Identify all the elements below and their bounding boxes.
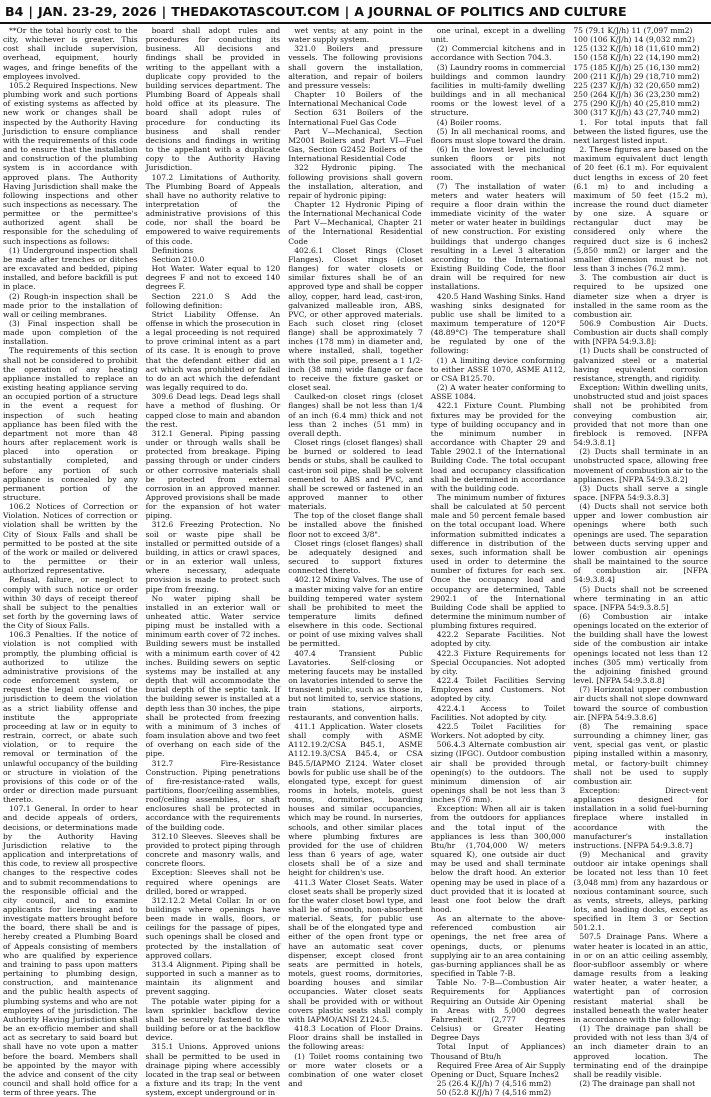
article-paragraph: 312.6 Freezing Protection. No soil or waste pipe shall be installed or permitted outside of a building, in attics or crawl spaces, or in an exterior wall unless, where necessary, adequate provision is made to protect such pipe from freezing. bbox=[145, 520, 281, 594]
article-paragraph: 418.3 Location of Floor Drains. Floor drains shall be installed in the following areas: bbox=[288, 1024, 423, 1052]
table-row: 250 (264 K/J/h) 36 (23,230 mm2) bbox=[573, 90, 700, 100]
article-paragraph: (2) A water heater conforming to ASSE 1084. bbox=[430, 383, 566, 402]
table-row: 225 (237 K/J/h) 32 (20,650 mm2) bbox=[573, 80, 700, 90]
article-paragraph: wet vents; at any point in the water supply system. bbox=[288, 26, 423, 45]
article-paragraph: The top of the closet flange shall be installed above the finished floor not to exceed 3/8". bbox=[288, 511, 423, 539]
masthead-separator: | bbox=[28, 3, 33, 19]
article-paragraph: 312.10 Sleeves. Sleeves shall be provided to protect piping through concrete and masonry walls, and concrete floors. bbox=[145, 831, 281, 869]
article-paragraph: (9) Mechanical and gravity outdoor air intake openings shall be located not less than 10 feet (3,048 mm) from any hazardous or noxious contaminant source, such as vents, streets, alleys, parking lots, and loading docks, except as specified in Item 3 or Section 501.2.1. bbox=[573, 850, 708, 933]
article-paragraph: 25 (26.4 K/J/h) 7 (4,516 mm2) bbox=[436, 1078, 552, 1088]
article-paragraph: Section 221.0 S Add the following definition: bbox=[145, 291, 281, 310]
article-paragraph: Total Input of Appliances) Thousand of Btu/h bbox=[430, 1042, 566, 1061]
article-paragraph: 422.2 Separate Facilities. Not adopted by city. bbox=[430, 630, 566, 649]
article-paragraph: 3. The combustion air duct is required to be upsized one diameter size when a dryer is installed in the same room as the combustion air. bbox=[573, 273, 708, 319]
article-paragraph: (1) Toilet rooms containing two or more water closets or a combination of one water closet and bbox=[288, 1051, 423, 1088]
article-paragraph: (3) Ducts shall serve a single space. [NFPA 54:9.3.8.3] bbox=[573, 483, 708, 502]
article-paragraph: The potable water piping for a lawn sprinkler backflow device shall be securely fastened to the building before or at the backflow device. bbox=[145, 996, 281, 1043]
article-paragraph: Closet rings (closet flanges) shall be adequately designed and secured to support fixtures connected thereto. bbox=[288, 538, 423, 576]
page-label: B4 bbox=[5, 3, 24, 19]
article-paragraph: (2) Rough-in inspection shall be made prior to the installation of wall or ceiling membranes. bbox=[3, 291, 138, 319]
article-paragraph: (6) In the lowest level including sunken floors or pits not associated with the mechanical room. bbox=[430, 145, 566, 182]
article-paragraph: 312.12.2 Metal Collar. In or on buildings where openings have been made in walls, floors, or ceilings for the passage of pipes, such openings shall be closed and protected by the installation of approved collars. bbox=[145, 895, 281, 960]
article-paragraph: Exception: When all air is taken from the outdoors for appliances and the total input of the appliances is less than 300,000 Btu/hr (1,704,000 W/ meters squared K), one outside air duct may be used and shall terminate below the draft hood. An exterior opening may be used in place of a duct provided that it is located at least one foot below the draft hood. bbox=[430, 804, 566, 914]
article-paragraph: Chapter 10 Boilers of the International Mechanical Code bbox=[288, 90, 423, 109]
article-paragraph: 506.9 Combustion Air Ducts. Combustion air ducts shall comply with [NFPA 54:9.3.8]: bbox=[573, 319, 708, 347]
table-row: 75 (79.1 K/J/h) 11 (7,097 mm2) bbox=[573, 26, 693, 35]
article-paragraph: Part V—Mechanical, Section M2001 Boilers and Part VI—Fuel Gas, Section G2452 Boilers of the International Residential Code bbox=[288, 126, 423, 164]
article-paragraph: 411.3 Water Closet Seats. Water closet seats shall be properly sized for the water closet bowl type, and shall be of smooth, non-absorbent material. Seats, for public use shall be of the elongated type and either of the open front type or have an automatic seat cover dispenser, except closed front seats are permitted in hotels, motels, guest rooms, dormitories, boarding houses and similar occupancies. Water closet seats shall be provided with or without covers plastic seats shall comply with IAPMO/ANSI Z124.5. bbox=[288, 877, 423, 1024]
article-paragraph: Section 210.0 bbox=[151, 254, 205, 264]
article-paragraph: 407.4 Transient Public Lavatories. Self-closing or metering faucets may be installed on lavatories intended to serve the transient public, such as those in, but not limited to, service stations, train stations, airports, restaurants, and convention halls. bbox=[288, 648, 423, 722]
article-paragraph: 312.7 Fire-Resistance Construction. Piping penetrations of fire-resistance-rated walls, partitions, floor/ceiling assemblies, roof/ceiling assemblies, or shaft enclosures shall be protected in accordance with the requirements of the building code. bbox=[145, 758, 281, 832]
column-3 bbox=[288, 26, 423, 1088]
article-paragraph: 312.1 General. Piping passing under or through walls shall be protected from breakage. Piping passing through or under cinders or other corrosive materials shall be protected from external corrosion in an approved manner. Approved provisions shall be made for the expansion of hot water piping. bbox=[145, 428, 281, 521]
article-paragraph: one urinal, except in a dwelling unit. bbox=[430, 26, 566, 45]
article-paragraph: No water piping shall be installed in an exterior wall or unheated attic. Water service piping must be installed with a minimum earth cover of 72 inches. Building sewers must be installed with a minimum earth cover of 42 inches. Building sewers on septic systems may be installed at any depth that will accommodate the burial depth of the septic tank. If the building sewer is installed at a depth less than 30 inches, the pipe shall be protected from freezing with a minimum of 3 inches of foam insulation above and two feet of overhang on each side of the pipe. bbox=[145, 593, 281, 759]
article-paragraph: Exception: Direct-vent appliances designed for installation in a solid fuel-burning fireplace where installed in accordance with the manufacturer's installation instructions. [NFPA 54:9.3.8.7] bbox=[573, 785, 708, 850]
article-paragraph: (1) Underground inspection shall be made after trenches or ditches are excavated and bedded, piping installed, and before backfill is put in place. bbox=[3, 245, 138, 292]
article-paragraph: As an alternate to the above-referenced combustion air openings, the net free area of openings, ducts, or plenums supplying air to an area containing gas-burning appliances shall be as specified in Table 7-B. bbox=[430, 914, 566, 979]
article-paragraph: 420.5 Hand Washing Sinks. Hand washing sinks designated for public use shall be limited to a maximum temperature of 120°F (48.89°C) The temperature shall be regulated by one of the following: bbox=[430, 291, 566, 356]
article-paragraph: 506.4.3 Alternate combustion air sizing (IFGC). Outdoor combustion air shall be provided through opening(s) to the outdoors. The minimum dimension of air openings shall be not less than 3 inches (76 mm). bbox=[430, 740, 566, 805]
article-paragraph: 322 Hydronic piping. The following provisions shall govern the installation, alteration, and repair of hydronic piping: bbox=[288, 163, 423, 200]
article-paragraph: 402.12 Mixing Valves. The use of a master mixing valve for an entire building tempered water system shall be prohibited to meet the temperature limits defined elsewhere in this code. Sectional or point of use mixing valves shall be permitted. bbox=[288, 575, 423, 649]
article-paragraph: 50 (52.8 K/J/h) 7 (4,516 mm2) bbox=[436, 1088, 552, 1097]
article-paragraph: 309.6 Dead legs. Dead legs shall have a method of flushing. Or capped close to main and abandon the rest. bbox=[145, 392, 281, 429]
article-paragraph: The minimum number of fixtures shall be calculated at 50 percent male and 50 percent female based on the total occupant load. Where information submitted indicates a difference in distribution of the sexes, such information shall be used in order to determine the number of fixtures for each sex. Once the occupancy load and occupancy are determined, Table 2902.1 of the International Building Code shall be applied to determine the minimum number of plumbing fixtures required. bbox=[430, 492, 566, 631]
article-paragraph: (7) Horizontal upper combustion air ducts shall not slope downward toward the source of combustion air. [NFPA 54:9.3.8.6] bbox=[573, 685, 708, 722]
article-paragraph: 105.2 Required Inspections. New plumbing work and such portions of existing systems as affected by new work or changes shall be inspected by the Authority Having Jurisdiction to ensure compliance with the requirements of this code and to ensure that the installation and construction of the plumbing system is in accordance with approved plans. The Authority Having Jurisdiction shall make the following inspections and other such inspections as necessary. The permittee or the permittee's authorized agent shall be responsible for the scheduling of such inspections as follows: bbox=[3, 80, 138, 246]
masthead bbox=[0, 0, 711, 24]
article-paragraph: 507.5 Drainage Pans. Where a water heater is located in an attic, in or on an attic ceiling assembly, floor-subfloor assembly or where damage results from a leaking water heater, a water heater, a watertight pan of corrosion resistant material shall be installed beneath the water heater in accordance with the following: bbox=[573, 932, 708, 1024]
article-paragraph: 2. These figures are based on the maximum equivalent duct length of 20 feet (6.1 m). For equivalent duct lengths in excess of 20 feet (6.1 m) to and including a maximum of 50 feet (15.2 m), increase the round duct diameter by one size. A square or rectangular duct may be considered only where the required duct size is 6 inches2 (5,850 mm2) or larger and the smaller dimension must be not less than 3 inches (76.2 mm). bbox=[573, 145, 708, 274]
article-paragraph: 106.2 Notices of Correction or Violation. Notices of correction or violation shall be written by the City of Sioux Falls and shall be permitted to be posted at the site of the work or mailed or delivered to the permittee or their authorized representative. bbox=[3, 502, 138, 576]
article-paragraph: 106.3 Penalties. If the notice of violation is not complied with promptly, the plumbing official is authorized to utilize the administrative provisions of the code enforcement system, or request the legal counsel of the jurisdiction to deem the violation as a strict liability offense and institute the appropriate proceeding at law or in equity to restrain, correct, or abate such violation, or to require the removal or termination of the unlawful occupancy of the building or structure in violation of the provisions of this code or of the order or direction made pursuant thereto. bbox=[3, 630, 138, 805]
article-paragraph: Definitions bbox=[151, 245, 194, 255]
article-paragraph: 313.4 Alignment. Piping shall be supported in such a manner as to maintain its alignment and prevent sagging. bbox=[145, 959, 281, 997]
article-paragraph: 422.5 Toilet Facilities for Workers. Not adopted by city. bbox=[430, 721, 566, 741]
article-paragraph: (5) Ducts shall not be screened where terminating in an attic space. [NFPA 54:9.3.8.5] bbox=[573, 584, 708, 612]
article-paragraph: Chapter 12 Hydronic Piping of the International Mechanical Code bbox=[288, 199, 423, 219]
article-paragraph: (4) Boiler rooms. bbox=[436, 117, 502, 127]
table-row: 175 (185 K/J/h) 25 (16,130 mm2) bbox=[573, 62, 700, 72]
issue-date: JAN. 23-29, 2026 bbox=[37, 3, 157, 19]
article-paragraph: Strict Liability Offense. An offense in which the prosecution in a legal proceeding is not required to prove criminal intent as a part of its case. It is enough to prove that the defendant either did an act which was prohibited or failed to do an act which the defendant was legally required to do. bbox=[145, 309, 281, 393]
column-1 bbox=[3, 26, 138, 1097]
article-paragraph: 422.4.1 Access to Toilet Facilities. Not adopted by city. bbox=[430, 703, 566, 722]
article-columns bbox=[3, 26, 708, 1097]
table-row: 300 (317 K/J/h) 43 (27,740 mm2) bbox=[573, 108, 700, 118]
article-paragraph: (5) In all mechanical rooms, and floors must slope toward the drain. bbox=[430, 126, 566, 145]
site-name: THEDAKOTASCOUT.COM bbox=[171, 3, 340, 19]
article-paragraph: Exception: Sleeves shall not be required where openings are drilled, bored or wrapped. bbox=[145, 868, 281, 896]
article-paragraph: Exception: Within dwelling units, unobstructed stud and joist spaces shall not be prohibited from conveying combustion air, provided that not more than one fireblock is removed. [NFPA 54:9.3.8.1] bbox=[573, 383, 708, 448]
table-row: 100 (106 K/J/h) 14 (9,032 mm2) bbox=[573, 35, 695, 45]
article-paragraph: (2) Ducts shall terminate in an unobstructed space, allowing free movement of combustion air to the appliances. [NFPA 54:9.3.8.2] bbox=[573, 447, 708, 484]
article-paragraph: 411.1 Application. Water closets shall comply with ASME A112.19.2/CSA B45.1, ASME A112.19.3/CSA B45.4, or CSA B45.5/IAPMO Z124. Water closet bowls for public use shall be of the elongated type, except for guest rooms in hotels, motels, guest rooms, dormitories, boarding houses and similar occupancies, which may be round. In nurseries, schools, and other similar places where plumbing fixtures are provided for the use of children less than 6 years of age, water closets shall be of a size and height for children's use. bbox=[288, 721, 423, 878]
article-paragraph: 422.4 Toilet Facilities Serving Employees and Customers. Not adopted by city. bbox=[430, 676, 566, 704]
article-paragraph: Caulked-on closet rings (closet flanges) shall be not less than 1/4 of an inch (6.4 mm) thick and not less than 2 inches (51 mm) in overall depth. bbox=[288, 392, 423, 438]
article-paragraph: 107.1 General. In order to hear and decide appeals of orders, decisions, or determinations made by the Authority Having Jurisdiction relative to the application and interpretations of this code, to review all prospective changes to the respective codes and to submit recommendations to the responsible official and the city council, and to examine applicants for licensing and to investigate matters brought before the board, there shall be and is hereby created a Plumbing Board of Appeals consisting of members who are qualified by experience and training to pass upon matters pertaining to plumbing design, construction, and maintenance and the public health aspects of plumbing systems and who are not employees of the jurisdiction. The Authority Having Jurisdiction shall be an ex-officio member and shall act as secretary to said board but shall have no vote upon a matter before the board. Members shall be appointed by the mayor with the advice and consent of the city council and shall hold office for a term of three years. The bbox=[3, 804, 138, 1097]
article-paragraph: 315.1 Unions. Approved unions shall be permitted to be used in drainage piping where accessibly located in the trap seal or between a fixture and its trap; In the vent system, except underground or in bbox=[145, 1042, 281, 1097]
column-4 bbox=[430, 26, 566, 1097]
article-paragraph: 321.0 Boilers and pressure vessels. The following provisions shall govern the installation, alteration, and repair of boilers and pressure vessels: bbox=[288, 44, 423, 90]
column-5 bbox=[573, 26, 708, 1088]
article-paragraph: 422.3 Fixture Requirements for Special Occupancies. Not adopted by city. bbox=[430, 648, 566, 676]
table-row: 200 (211 K/J/h) 29 (18,710 mm2) bbox=[573, 71, 700, 81]
article-paragraph: 107.2 Limitations of Authority. The Plumbing Board of Appeals shall have no authority relative to interpretation of the administrative provisions of this code, nor shall the board be empowered to waive requirements of this code. bbox=[145, 172, 281, 246]
masthead-separator: | bbox=[161, 3, 167, 19]
tagline: A JOURNAL OF POLITICS AND CULTURE bbox=[354, 3, 627, 19]
article-paragraph: (3) Laundry rooms in commercial buildings and common laundry facilities in multi-family dwelling buildings and in all mechanical rooms or the lowest level of a structure. bbox=[430, 62, 566, 118]
article-paragraph: 402.6.1 Closet Rings (Closet Flanges). Closet rings (closet flanges) for water closets or similar fixtures shall be of an approved type and shall be copper alloy, copper, hard lead, cast-iron, galvanized malleable iron, ABS, PVC, or other approved materials. Each such closet ring (closet flange) shall be approximately 7 inches (178 mm) in diameter and, where installed, shall, together with the soil pipe, present a 1 1/2-inch (38 mm) wide flange or face to receive the fixture gasket or closet seal. bbox=[288, 245, 423, 393]
article-paragraph: 422.1 Fixture Count. Plumbing fixtures may be provided for the type of building occupancy and in the minimum number in accordance with Chapter 29 and Table 2902.1 of the International Building Code. The total occupant load and occupancy classification shall be determined in accordance with the building code. bbox=[430, 401, 566, 493]
masthead-separator: | bbox=[344, 3, 350, 19]
article-paragraph: The requirements of this section shall not be considered to prohibit the operation of any heating appliance installed to replace an existing heating appliance serving an occupied portion of a structure in the event a request for inspection of such heating appliance has been filed with the department not more than 48 hours after replacement work is placed into operation or substantially completed, and before any portion of such appliance is concealed by any permanent portion of the structure. bbox=[3, 346, 138, 502]
article-paragraph: Part V—Mechanical, Chapter 21 of the International Residential Code bbox=[288, 218, 423, 246]
article-paragraph: Required Free Area of Air Supply Opening or Duct, Square Inches2 bbox=[430, 1060, 566, 1079]
article-paragraph: (8) The remaining space surrounding a chimney liner, gas vent, special gas vent, or plastic piping installed within a masonry, metal, or factory-built chimney shall not be used to supply combustion air. bbox=[573, 721, 708, 786]
article-paragraph: Table No. 7-B—Combustion Air Requirements for Appliances Requiring an Outside Air Opening in Areas with 5,000 degrees Fahrenheit (2,777 degrees Celsius) or Greater Heating Degree Days bbox=[430, 978, 566, 1043]
article-paragraph: (2) Commercial kitchens and in accordance with Section 704.3. bbox=[430, 44, 566, 63]
article-paragraph: (3) Final inspection shall be made upon completion of the installation. bbox=[3, 319, 138, 347]
article-paragraph: (1) Ducts shall be constructed of galvanized steel or a material having equivalent corrosion resistance, strength, and rigidity. bbox=[573, 346, 708, 383]
table-row: 125 (132 K/J/h) 18 (11,610 mm2) bbox=[573, 44, 700, 54]
article-paragraph: (6) Combustion air intake openings located on the exterior of the building shall have the lowest side of the combustion air intake openings located not less than 12 inches (305 mm) vertically from the adjoining finished ground level. [NFPA 54:9.3.8.8] bbox=[573, 612, 708, 686]
article-paragraph: Hot Water. Water equal to 120 degrees F and not to exceed 140 degrees F. bbox=[145, 264, 281, 292]
article-paragraph: board shall adopt rules and procedures for conducting its business. All decisions and findings shall be provided in writing to the appellant with a duplicate copy provided to the building services department. The Plumbing Board of Appeals shall hold office at its pleasure. The board shall adopt rules of procedure for conducting its business and shall render decisions and findings in writing to the appellant with a duplicate copy to the Authority Having Jurisdiction. bbox=[145, 26, 281, 173]
column-2 bbox=[145, 26, 281, 1097]
table-row: 275 (290 K/J/h) 40 (25,810 mm2) bbox=[573, 99, 700, 109]
table-row: 150 (158 K/J/h) 22 (14,190 mm2) bbox=[573, 53, 700, 63]
article-paragraph: (4) Ducts shall not service both upper and lower combustion air openings where both such openings are used. The separation between ducts serving upper and lower combustion air openings shall be maintained to the source of combustion air. [NFPA 54:9.3.8.4] bbox=[573, 502, 708, 585]
article-paragraph: Section 631 Boilers of the International Fuel Gas Code bbox=[288, 108, 423, 127]
article-paragraph: (1) A limiting device conforming to either ASSE 1070, ASME A112, or CSA B125.70. bbox=[430, 355, 566, 383]
article-paragraph: Refusal, failure, or neglect to comply with such notice or order within 30 days of receipt thereof shall be subject to the penalties set forth by the governing laws of the City of Sioux Falls. bbox=[3, 575, 138, 631]
combustion-air-table bbox=[573, 26, 708, 118]
article-paragraph: **Or the total hourly cost to the city, whichever is greater. This cost shall include supervision, overhead, equipment, hourly wages, and fringe benefits of the employees involved. bbox=[3, 26, 138, 81]
article-paragraph: 1. For total inputs that fall between the listed figures, use the next largest listed input. bbox=[573, 117, 708, 145]
article-paragraph: (2) The drainage pan shall not bbox=[579, 1078, 696, 1088]
article-paragraph: (7) The installation of water meters and water heaters will require a floor drain within the immediate vicinity of the water meter or water heater in buildings of new construction. For existing buildings that undergo changes resulting in a Level 3 alteration according to the International Existing Building Code, the floor drain will be required for new installations. bbox=[430, 181, 566, 292]
article-paragraph: (1) The drainage pan shall be provided with not less than 3/4 of an inch diameter drain to an approved location. The terminating end of the drainpipe shall be readily visible. bbox=[573, 1024, 708, 1079]
article-paragraph: Closet rings (closet flanges) shall be burned or soldered to lead bends or stubs, shall be caulked to cast-iron soil pipe, shall be solvent cemented to ABS and PVC, and shall be screwed or fastened in an approved manner to other materials. bbox=[288, 438, 423, 512]
